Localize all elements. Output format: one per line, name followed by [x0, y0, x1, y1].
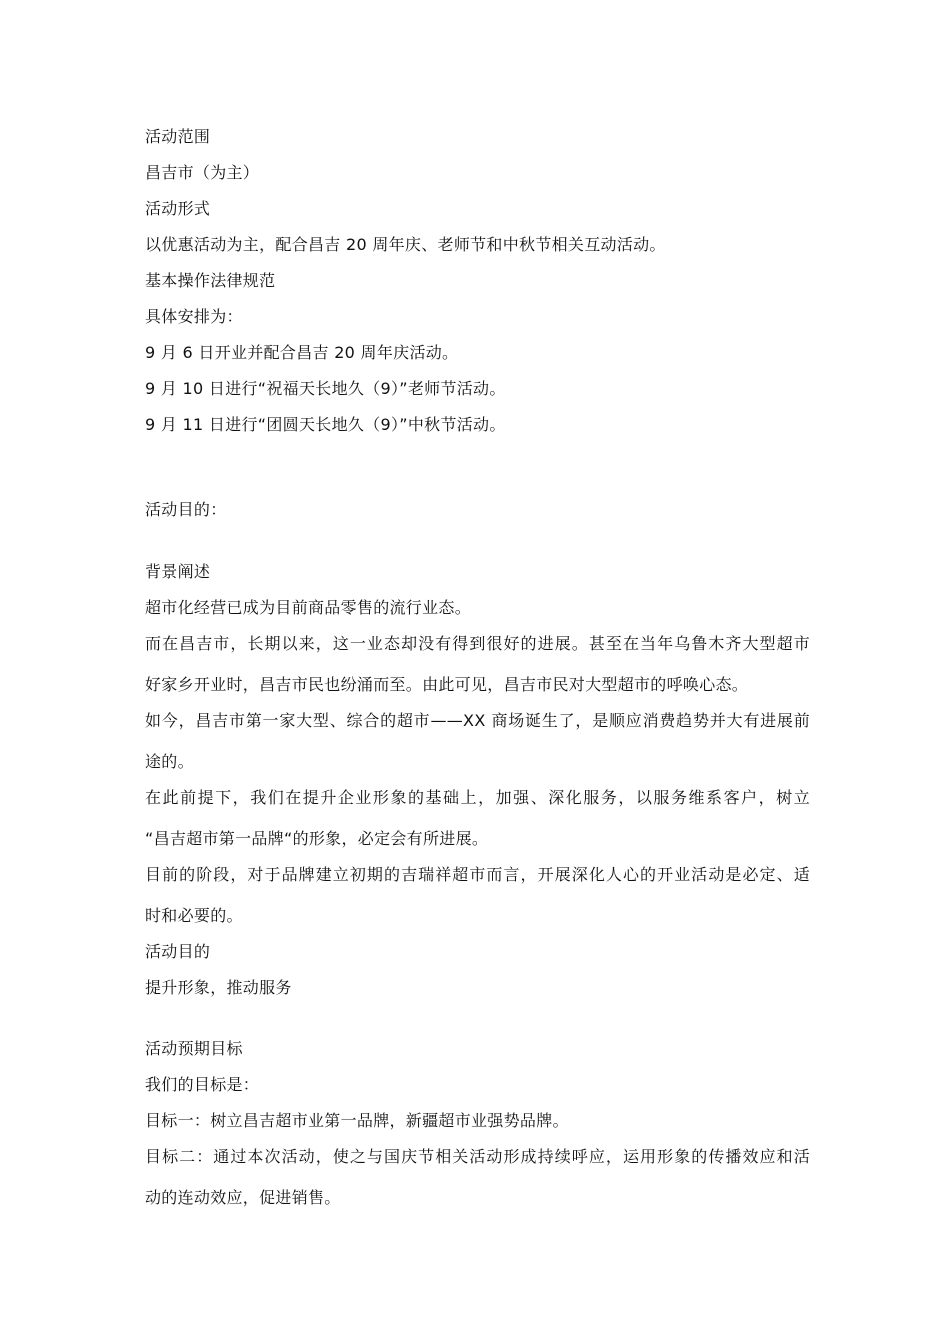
background-paragraph-line: 时和必要的。 — [145, 906, 243, 925]
scope-heading: 活动范围 — [145, 127, 211, 146]
target-item: 动的连动效应，促进销售。 — [145, 1188, 341, 1207]
background-paragraph-line: “昌吉超市第一品牌“的形象，必定会有所进展。 — [145, 829, 489, 848]
schedule-intro: 具体安排为： — [145, 307, 243, 326]
schedule-item: 9 月 10 日进行“祝福天长地久（9）”老师节活动。 — [145, 379, 506, 398]
form-text: 以优惠活动为主，配合昌吉 20 周年庆、老师节和中秋节相关互动活动。 — [145, 235, 666, 254]
background-heading: 背景阐述 — [145, 562, 211, 581]
goal-text: 提升形象，推动服务 — [145, 978, 292, 997]
schedule-item: 9 月 11 日进行“团圆天长地久（9）”中秋节活动。 — [145, 415, 506, 434]
background-paragraph-line: 如今，昌吉市第一家大型、综合的超市——XX 商场诞生了，是顺应消费趋势并大有进展前 — [145, 711, 810, 730]
target-item: 目标一：树立昌吉超市业第一品牌，新疆超市业强势品牌。 — [145, 1111, 569, 1130]
legal-heading: 基本操作法律规范 — [145, 271, 276, 290]
background-paragraph-line: 在此前提下，我们在提升企业形象的基础上，加强、深化服务，以服务维系客户，树立 — [145, 788, 810, 807]
background-paragraph-line: 目前的阶段，对于品牌建立初期的吉瑞祥超市而言，开展深化人心的开业活动是必定、适 — [145, 865, 810, 884]
background-paragraph-line: 好家乡开业时，昌吉市民也纷涌而至。由此可见，昌吉市民对大型超市的呼唤心态。 — [145, 675, 749, 694]
form-heading: 活动形式 — [145, 199, 211, 218]
schedule-item: 9 月 6 日开业并配合昌吉 20 周年庆活动。 — [145, 343, 459, 362]
targets-intro: 我们的目标是： — [145, 1075, 260, 1094]
background-paragraph-line: 而在昌吉市，长期以来，这一业态却没有得到很好的进展。甚至在当年乌鲁木齐大型超市 — [145, 634, 810, 653]
background-paragraph-line: 途的。 — [145, 752, 194, 771]
purpose-heading: 活动目的： — [145, 500, 227, 519]
targets-heading: 活动预期目标 — [145, 1039, 243, 1058]
background-paragraph-line: 超市化经营已成为目前商品零售的流行业态。 — [145, 598, 472, 617]
target-item: 目标二：通过本次活动，使之与国庆节相关活动形成持续呼应，运用形象的传播效应和活 — [145, 1147, 810, 1166]
goal-heading: 活动目的 — [145, 942, 211, 961]
scope-city: 昌吉市（为主） — [145, 163, 260, 182]
